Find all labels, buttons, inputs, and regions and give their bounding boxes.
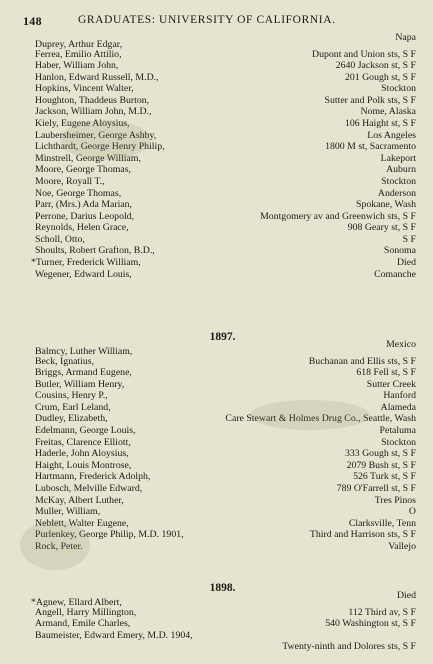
graduate-name: Angell, Harry Millington, <box>35 606 137 618</box>
graduate-name: Butler, William Henry, <box>35 378 125 390</box>
entry-row <box>0 164 433 176</box>
graduate-address: Third and Harrison sts, S F <box>309 529 416 541</box>
entry-list <box>0 590 433 653</box>
graduate-address: Los Angeles <box>367 129 416 141</box>
graduate-address: 789 O'Farrell st, S F <box>336 482 416 494</box>
entry-row <box>0 245 433 257</box>
graduate-name: Jackson, William John, M.D., <box>35 106 152 118</box>
entry-row <box>0 176 433 188</box>
graduate-address: O <box>408 506 416 518</box>
graduate-name: Balmcy, Luther William, <box>35 346 133 357</box>
entry-row <box>0 211 433 223</box>
graduate-address: Petaluma <box>379 425 416 437</box>
entry-row <box>0 72 433 84</box>
graduate-name: Beck, Ignatius, <box>35 355 95 367</box>
entry-row <box>0 506 433 518</box>
graduate-name: Haight, Louis Montrose, <box>35 459 132 471</box>
graduate-name: Cousins, Henry P., <box>35 390 108 402</box>
paper-stain <box>20 520 90 570</box>
graduate-name: Lubosch, Melville Edward, <box>35 482 143 494</box>
graduate-name: Scholl, Otto, <box>35 233 85 245</box>
entry-row <box>0 106 433 118</box>
graduate-address: S F <box>402 233 416 245</box>
graduate-address: Spokane, Wash <box>356 199 416 211</box>
graduate-name: Reynolds, Helen Grace, <box>35 222 129 234</box>
entry-row <box>0 83 433 95</box>
graduate-address: Nome, Alaska <box>360 106 416 118</box>
entry-row <box>0 483 433 495</box>
page-header <box>0 14 433 28</box>
entry-row <box>0 630 433 642</box>
section-continued <box>0 32 433 280</box>
graduate-address: 618 Fell st, S F <box>356 367 416 379</box>
graduate-name: Houghton, Thaddeus Burton, <box>35 94 150 106</box>
graduate-address: 908 Geary st, S F <box>347 222 416 234</box>
running-title: GRADUATES: UNIVERSITY OF CALIFORNIA. <box>78 14 336 26</box>
graduate-address: Sutter Creek <box>366 378 416 390</box>
graduate-name: Freitas, Clarence Elliott, <box>35 436 131 448</box>
graduate-name: Crum, Earl Leland, <box>35 401 111 413</box>
entry-row <box>0 234 433 246</box>
graduate-address: Anderson <box>377 187 416 199</box>
graduate-address: 112 Third av, S F <box>348 606 416 618</box>
graduate-name: Muller, William, <box>35 506 101 518</box>
entry-row <box>0 425 433 437</box>
section-1897 <box>0 331 433 552</box>
entry-row <box>0 199 433 211</box>
entry-row <box>0 641 433 653</box>
entry-row <box>0 390 433 402</box>
graduate-name: Lichthardt, George Henry Philip, <box>35 141 165 153</box>
paper-stain <box>250 400 370 430</box>
graduate-name: Shoults, Robert Grafton, B.D., <box>35 245 155 257</box>
entry-row <box>0 437 433 449</box>
page-number: 148 <box>23 14 42 28</box>
entry-row <box>0 607 433 619</box>
graduate-name: Hartmann, Frederick Adolph, <box>35 471 151 483</box>
graduate-name: Dudley, Elizabeth, <box>35 413 108 425</box>
graduate-address: Tres Pinos <box>374 494 416 506</box>
entry-row <box>0 495 433 507</box>
entry-row <box>0 269 433 281</box>
graduate-address: Stockton <box>381 175 416 187</box>
entry-row <box>0 367 433 379</box>
graduate-address: Sutter and Polk sts, S F <box>324 94 416 106</box>
graduate-name: Baumeister, Edward Emery, M.D. 1904, <box>35 629 193 641</box>
entry-row <box>0 60 433 72</box>
graduate-address: 201 Gough st, S F <box>344 71 416 83</box>
entry-row <box>0 460 433 472</box>
entry-row <box>0 118 433 130</box>
graduate-address: 2079 Bush st, S F <box>346 459 416 471</box>
graduate-address: Lakeport <box>380 152 416 164</box>
paper-stain <box>60 120 150 160</box>
graduate-address: Buchanan and Ellis sts, S F <box>308 355 416 367</box>
entry-row <box>0 95 433 107</box>
graduate-name: Armand, Emile Charles, <box>35 618 131 630</box>
entry-row <box>0 257 433 269</box>
graduate-address: Alameda <box>380 401 416 413</box>
entry-row <box>0 448 433 460</box>
graduate-name: Hanlon, Edward Russell, M.D., <box>35 71 159 83</box>
graduate-address: Twenty-ninth and Dolores sts, S F <box>282 641 416 653</box>
graduate-name: Haber, William John, <box>35 60 119 72</box>
graduate-name: Neblett, Walter Eugene, <box>35 517 129 529</box>
graduate-address: Stockton <box>381 83 416 95</box>
graduate-address: Auburn <box>386 164 416 176</box>
graduate-address: Mexico <box>386 339 416 350</box>
entry-row <box>0 590 433 608</box>
graduate-name: Ferrea, Emilio Attilio, <box>35 48 122 60</box>
graduate-name: Duprey, Arthur Edgar, <box>35 39 123 50</box>
entry-row <box>0 356 433 368</box>
graduate-address: Care Stewart & Holmes Drug Co., Seattle, Wash <box>225 413 416 425</box>
graduate-address: Comanche <box>374 268 416 280</box>
year-heading: 1897. <box>209 331 236 343</box>
entry-list <box>0 32 433 280</box>
graduate-address: Dupont and Union sts, S F <box>312 48 416 60</box>
graduate-name: Minstrell, George William, <box>35 152 141 164</box>
graduate-address: Vallejo <box>388 540 416 552</box>
graduate-name: Noe, George Thomas, <box>35 187 122 199</box>
graduate-address: 1800 M st, Sacramento <box>325 141 416 153</box>
graduate-address: Stockton <box>381 436 416 448</box>
graduate-name: Haderle, John Aloysius, <box>35 448 129 460</box>
section-1898 <box>0 582 433 653</box>
graduate-address: 2640 Jackson st, S F <box>335 60 416 72</box>
graduate-name: Parr, (Mrs.) Ada Marian, <box>35 199 133 211</box>
graduate-address: Hanford <box>383 390 416 402</box>
entry-row <box>0 153 433 165</box>
graduate-name: Purlenkey, George Philip, M.D. 1901, <box>35 529 184 541</box>
entry-row <box>0 471 433 483</box>
graduate-address: Napa <box>395 32 416 43</box>
graduate-address: 540 Washington st, S F <box>325 618 416 630</box>
graduate-name: *Agnew, Ellard Albert, <box>31 597 122 608</box>
graduate-name: Edelmann, George Louis, <box>35 425 136 437</box>
graduate-name: Wegener, Edward Louis, <box>35 268 132 280</box>
graduate-address: Died <box>396 590 416 601</box>
entry-row <box>0 49 433 61</box>
graduate-address: 333 Gough st, S F <box>344 448 416 460</box>
graduate-address: Montgomery av and Greenwich sts, S F <box>260 210 416 222</box>
entry-row <box>0 222 433 234</box>
graduate-name: Kiely, Eugene Aloysius, <box>35 118 130 130</box>
graduate-name: Laubersheimer, George Ashby, <box>35 129 157 141</box>
graduate-address: 526 Turk st, S F <box>353 471 416 483</box>
graduate-name: Perrone, Darius Leopold, <box>35 210 135 222</box>
graduate-name: Hopkins, Vincent Walter, <box>35 83 134 95</box>
graduate-address: Sonoma <box>383 245 416 257</box>
entry-row <box>0 618 433 630</box>
graduate-name: *Turner, Frederick William, <box>31 256 141 268</box>
entry-row <box>0 379 433 391</box>
graduate-name: Rock, Peter. <box>35 540 83 552</box>
graduate-address: Clarksville, Tenn <box>348 517 416 529</box>
graduate-name: McKay, Albert Luther, <box>35 494 124 506</box>
entry-row <box>0 32 433 50</box>
graduate-name: Moore, George Thomas, <box>35 164 131 176</box>
graduate-name: Briggs, Armand Eugene, <box>35 367 132 379</box>
graduate-address: 106 Haight st, S F <box>344 118 416 130</box>
entry-row <box>0 339 433 357</box>
graduate-name: Moore, Royall T., <box>35 175 105 187</box>
entry-row <box>0 188 433 200</box>
graduate-address: Died <box>396 256 416 268</box>
year-heading: 1898. <box>209 582 236 594</box>
